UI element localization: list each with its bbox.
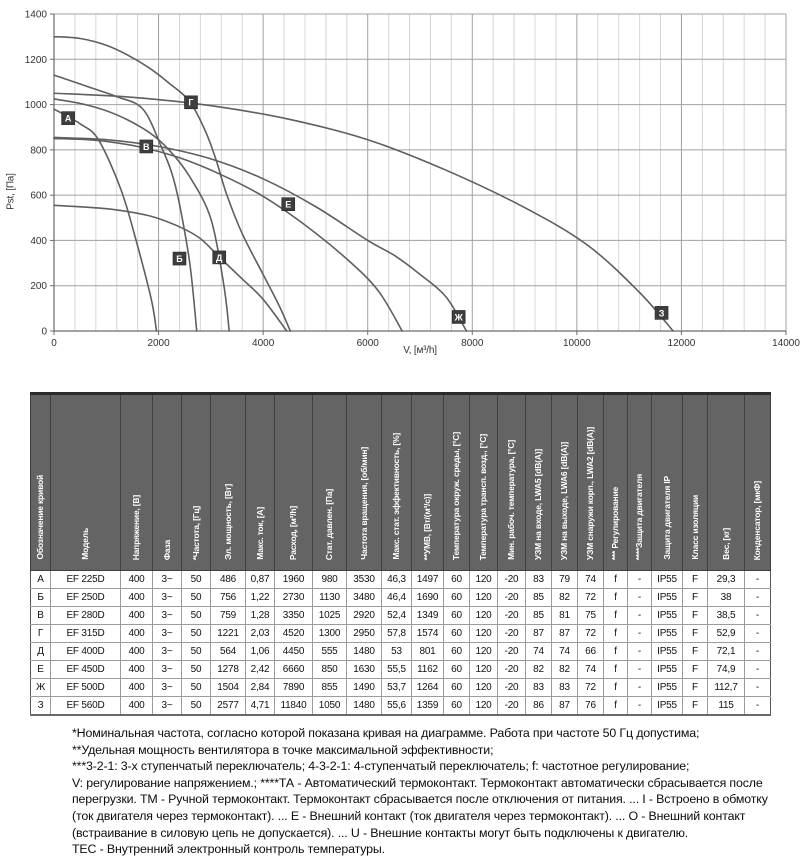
table-cell: 57,8 bbox=[382, 625, 412, 643]
table-cell: EF 225D bbox=[51, 571, 121, 589]
table-cell: 3~ bbox=[153, 697, 182, 716]
table-cell: 120 bbox=[470, 625, 498, 643]
table-cell: 74 bbox=[578, 571, 604, 589]
table-cell: 72 bbox=[578, 679, 604, 697]
col-header-label: Стат. давлен. [Па] bbox=[324, 488, 334, 560]
table-cell: З bbox=[31, 697, 51, 716]
table-cell: 1,28 bbox=[246, 607, 275, 625]
table-cell: 4450 bbox=[275, 643, 313, 661]
table-cell: Б bbox=[31, 589, 51, 607]
table-cell: f bbox=[604, 607, 628, 625]
table-cell: 11840 bbox=[275, 697, 313, 716]
table-cell: 72 bbox=[578, 625, 604, 643]
table-cell: f bbox=[604, 589, 628, 607]
table-cell: 60 bbox=[444, 697, 470, 716]
table-cell: -20 bbox=[498, 643, 526, 661]
curve-Г bbox=[54, 37, 290, 331]
table-cell: f bbox=[604, 697, 628, 716]
col-header-15 bbox=[526, 394, 552, 571]
table-cell: 1162 bbox=[412, 661, 444, 679]
col-header-20 bbox=[652, 394, 683, 571]
table-cell: 120 bbox=[470, 607, 498, 625]
table-cell: - bbox=[628, 679, 652, 697]
curve-Д bbox=[54, 205, 287, 331]
col-header-label: Частота вращения, [об/мин] bbox=[358, 447, 369, 560]
table-cell: 85 bbox=[526, 607, 552, 625]
table-cell: - bbox=[745, 607, 771, 625]
x-tick-label: 8000 bbox=[461, 338, 484, 349]
col-header-label: УЗМ снаружи корп., LWA2 [dB(A)] bbox=[585, 426, 595, 560]
table-cell: -20 bbox=[498, 697, 526, 716]
table-cell: - bbox=[628, 643, 652, 661]
table-cell: 1960 bbox=[275, 571, 313, 589]
table-cell: 46,3 bbox=[382, 571, 412, 589]
table-cell: 3~ bbox=[153, 589, 182, 607]
table-cell: - bbox=[628, 589, 652, 607]
col-header-label: Вес, [кг] bbox=[720, 528, 731, 560]
table-row-В bbox=[31, 607, 771, 625]
spec-table-header bbox=[31, 394, 771, 571]
table-cell: EF 315D bbox=[51, 625, 121, 643]
y-tick-label: 800 bbox=[30, 145, 47, 157]
col-header-label: УЗМ на входе, LWA5 [dB(A)] bbox=[533, 448, 543, 560]
table-cell: 3~ bbox=[153, 643, 182, 661]
table-cell: IP55 bbox=[652, 607, 683, 625]
col-header-19 bbox=[628, 394, 652, 571]
col-header-label: Эл. мощность, [Вт] bbox=[222, 484, 233, 560]
x-axis-title: V, [м³/h] bbox=[403, 345, 437, 356]
table-cell: Ж bbox=[31, 679, 51, 697]
col-header-label: Фаза bbox=[161, 539, 172, 560]
table-cell: 50 bbox=[182, 607, 211, 625]
col-header-label: Модель bbox=[80, 528, 90, 560]
table-cell: 112,7 bbox=[708, 679, 745, 697]
table-cell: 400 bbox=[121, 625, 153, 643]
table-cell: 486 bbox=[211, 571, 246, 589]
table-cell: 3480 bbox=[347, 589, 382, 607]
table-cell: -20 bbox=[498, 607, 526, 625]
table-cell: 72 bbox=[578, 589, 604, 607]
table-cell: 1690 bbox=[412, 589, 444, 607]
col-header-0 bbox=[31, 394, 51, 571]
table-cell: IP55 bbox=[652, 679, 683, 697]
col-header-label: Конденсатор, [мкФ] bbox=[752, 480, 762, 560]
table-cell: f bbox=[604, 643, 628, 661]
table-cell: IP55 bbox=[652, 697, 683, 716]
table-cell: Е bbox=[31, 661, 51, 679]
table-cell: 756 bbox=[211, 589, 246, 607]
table-cell: 50 bbox=[182, 625, 211, 643]
y-axis-title: Pst, [Па] bbox=[5, 173, 17, 210]
table-cell: EF 500D bbox=[51, 679, 121, 697]
x-tick-label: 4000 bbox=[252, 338, 275, 349]
table-cell: -20 bbox=[498, 589, 526, 607]
table-cell: 1574 bbox=[412, 625, 444, 643]
table-cell: 79 bbox=[552, 571, 578, 589]
table-cell: 1025 bbox=[313, 607, 347, 625]
footnotes bbox=[72, 725, 772, 858]
table-cell: EF 400D bbox=[51, 643, 121, 661]
table-cell: 50 bbox=[182, 589, 211, 607]
table-cell: 74 bbox=[578, 661, 604, 679]
x-tick-label: 14000 bbox=[772, 338, 800, 349]
table-cell: 1278 bbox=[211, 661, 246, 679]
col-header-label: Температура окруж. среды, [°C] bbox=[451, 431, 461, 560]
fan-performance-chart bbox=[0, 0, 800, 375]
curve-label-text-Д: Д bbox=[216, 252, 223, 263]
table-cell: f bbox=[604, 679, 628, 697]
col-header-7 bbox=[275, 394, 313, 571]
table-cell: F bbox=[683, 661, 708, 679]
table-cell: 3~ bbox=[153, 625, 182, 643]
table-cell: 55,6 bbox=[382, 697, 412, 716]
col-header-2 bbox=[121, 394, 153, 571]
table-cell: 7890 bbox=[275, 679, 313, 697]
table-cell: -20 bbox=[498, 625, 526, 643]
table-cell: IP55 bbox=[652, 643, 683, 661]
table-cell: 38 bbox=[708, 589, 745, 607]
col-header-label: *Частота, [Гц] bbox=[190, 505, 201, 560]
table-cell: 81 bbox=[552, 607, 578, 625]
table-cell: 1504 bbox=[211, 679, 246, 697]
x-tick-label: 10000 bbox=[562, 338, 591, 349]
table-cell: 74,9 bbox=[708, 661, 745, 679]
table-cell: - bbox=[745, 589, 771, 607]
table-cell: 87 bbox=[552, 625, 578, 643]
col-header-13 bbox=[470, 394, 498, 571]
table-cell: 85 bbox=[526, 589, 552, 607]
table-cell: 120 bbox=[470, 679, 498, 697]
table-cell: 2920 bbox=[347, 607, 382, 625]
table-cell: 1349 bbox=[412, 607, 444, 625]
y-tick-label: 600 bbox=[30, 190, 47, 202]
table-cell: 29,3 bbox=[708, 571, 745, 589]
col-header-14 bbox=[498, 394, 526, 571]
col-header-17 bbox=[578, 394, 604, 571]
table-cell: IP55 bbox=[652, 625, 683, 643]
footnote-line-4: V: регулирование напряжением.; ****ТА - Автоматический термоконтакт. Термоконтакт автоматически сбрасывается после bbox=[72, 775, 763, 790]
table-cell: 52,4 bbox=[382, 607, 412, 625]
y-tick-label: 200 bbox=[30, 281, 47, 293]
table-cell: 1359 bbox=[412, 697, 444, 716]
curve-В bbox=[54, 99, 229, 331]
col-header-1 bbox=[51, 394, 121, 571]
table-cell: F bbox=[683, 571, 708, 589]
table-cell: - bbox=[628, 607, 652, 625]
col-header-8 bbox=[313, 394, 347, 571]
footnote-line-1: *Номинальная частота, согласно которой показана кривая на диаграмме. Работа при частоте 50 Гц допустима; bbox=[72, 726, 700, 740]
col-header-label: Макс. стат. эффективность, [%] bbox=[391, 433, 401, 560]
table-cell: 1,06 bbox=[246, 643, 275, 661]
table-cell: 1480 bbox=[347, 643, 382, 661]
table-cell: - bbox=[628, 571, 652, 589]
table-cell: F bbox=[683, 625, 708, 643]
col-header-9 bbox=[347, 394, 382, 571]
table-cell: 120 bbox=[470, 643, 498, 661]
table-cell: 1480 bbox=[347, 697, 382, 716]
table-cell: 1130 bbox=[313, 589, 347, 607]
table-cell: 2,42 bbox=[246, 661, 275, 679]
table-cell: - bbox=[745, 679, 771, 697]
table-cell: 52,9 bbox=[708, 625, 745, 643]
table-cell: 400 bbox=[121, 697, 153, 716]
table-cell: 801 bbox=[412, 643, 444, 661]
table-cell: 2,84 bbox=[246, 679, 275, 697]
table-cell: - bbox=[628, 625, 652, 643]
table-row-Е bbox=[31, 661, 771, 679]
table-cell: 60 bbox=[444, 625, 470, 643]
table-cell: 38,5 bbox=[708, 607, 745, 625]
table-cell: 1050 bbox=[313, 697, 347, 716]
curve-label-text-А: А bbox=[64, 113, 72, 124]
table-cell: 55,5 bbox=[382, 661, 412, 679]
table-cell: 759 bbox=[211, 607, 246, 625]
table-cell: 120 bbox=[470, 589, 498, 607]
curve-label-text-Г: Г bbox=[188, 97, 194, 108]
y-tick-label: 0 bbox=[41, 326, 47, 338]
col-header-label: Напряжение, [В] bbox=[131, 494, 141, 560]
table-cell: 60 bbox=[444, 643, 470, 661]
x-tick-label: 12000 bbox=[667, 338, 696, 349]
table-cell: 980 bbox=[313, 571, 347, 589]
table-row-Б bbox=[31, 589, 771, 607]
table-cell: 0,87 bbox=[246, 571, 275, 589]
table-cell: 400 bbox=[121, 589, 153, 607]
table-cell: 400 bbox=[121, 607, 153, 625]
table-cell: -20 bbox=[498, 661, 526, 679]
table-cell: 53,7 bbox=[382, 679, 412, 697]
table-cell: EF 450D bbox=[51, 661, 121, 679]
table-cell: 76 bbox=[578, 697, 604, 716]
table-cell: 83 bbox=[552, 679, 578, 697]
y-tick-label: 1000 bbox=[24, 100, 47, 112]
table-cell: 564 bbox=[211, 643, 246, 661]
table-cell: 1497 bbox=[412, 571, 444, 589]
curve-Е bbox=[54, 139, 402, 331]
col-header-3 bbox=[153, 394, 182, 571]
table-cell: 1630 bbox=[347, 661, 382, 679]
col-header-label: Расход, [м³/h] bbox=[288, 505, 298, 560]
table-cell: 60 bbox=[444, 571, 470, 589]
table-cell: 75 bbox=[578, 607, 604, 625]
table-cell: 60 bbox=[444, 679, 470, 697]
table-cell: Д bbox=[31, 643, 51, 661]
col-header-11 bbox=[412, 394, 444, 571]
curve-label-text-Ж: Ж bbox=[454, 312, 463, 323]
table-cell: 6660 bbox=[275, 661, 313, 679]
table-cell: -20 bbox=[498, 679, 526, 697]
table-cell: 1,22 bbox=[246, 589, 275, 607]
table-cell: 50 bbox=[182, 661, 211, 679]
x-tick-label: 2000 bbox=[147, 338, 170, 349]
curve-З bbox=[54, 93, 673, 331]
col-header-label: Защита двигателя IP bbox=[661, 476, 672, 560]
col-header-label: Мин. рабоч. температура, [°C] bbox=[506, 440, 516, 560]
spec-table-body bbox=[31, 571, 771, 716]
table-cell: 115 bbox=[708, 697, 745, 716]
table-cell: 400 bbox=[121, 679, 153, 697]
table-cell: 2,03 bbox=[246, 625, 275, 643]
table-cell: - bbox=[745, 625, 771, 643]
table-cell: 4520 bbox=[275, 625, 313, 643]
table-cell: 3530 bbox=[347, 571, 382, 589]
table-cell: f bbox=[604, 661, 628, 679]
table-cell: 120 bbox=[470, 661, 498, 679]
curve-label-text-В: В bbox=[143, 141, 150, 152]
footnote-line-5: перегрузки. ТМ - Ручной термоконтакт. Термоконтакт сбрасывается после отключения от питания. ... I - Встроено в обмотку bbox=[72, 792, 768, 807]
table-cell: 82 bbox=[552, 589, 578, 607]
table-cell: Г bbox=[31, 625, 51, 643]
curve-label-text-Е: Е bbox=[285, 199, 292, 210]
table-row-З bbox=[31, 697, 771, 716]
curve-label-text-Б: Б bbox=[176, 253, 183, 264]
col-header-6 bbox=[246, 394, 275, 571]
footnote-line-2: **Удельная мощность вентилятора в точке максимальной эффективности; bbox=[72, 742, 494, 757]
table-cell: 60 bbox=[444, 589, 470, 607]
table-cell: 2577 bbox=[211, 697, 246, 716]
table-cell: 400 bbox=[121, 571, 153, 589]
col-header-16 bbox=[552, 394, 578, 571]
col-header-10 bbox=[382, 394, 412, 571]
table-cell: F bbox=[683, 607, 708, 625]
table-cell: 3~ bbox=[153, 679, 182, 697]
table-row-Д bbox=[31, 643, 771, 661]
table-cell: 3~ bbox=[153, 607, 182, 625]
footnote-line-3: ***3-2-1: 3-х ступенчатый переключатель; 4-3-2-1: 4-ступенчатый переключатель; f: частотное регулирование; bbox=[72, 759, 690, 774]
table-cell: 87 bbox=[526, 625, 552, 643]
table-cell: 60 bbox=[444, 661, 470, 679]
spec-table-section bbox=[30, 392, 771, 716]
table-cell: - bbox=[628, 697, 652, 716]
table-cell: 850 bbox=[313, 661, 347, 679]
table-row-А bbox=[31, 571, 771, 589]
table-cell: - bbox=[745, 661, 771, 679]
table-cell: 400 bbox=[121, 661, 153, 679]
y-tick-label: 1400 bbox=[24, 9, 47, 21]
footnote-line-7: (встраивание в силовую цепь не допускается). ... U - Внешние контакты могут быть подключены к двигателю. bbox=[72, 825, 689, 840]
col-header-label: ****Защита двигателя bbox=[634, 473, 644, 560]
col-header-label: Макс. ток, [А] bbox=[254, 507, 265, 560]
table-cell: 83 bbox=[526, 679, 552, 697]
table-cell: F bbox=[683, 697, 708, 716]
col-header-label: **УМВ, [Вт/(м³/с)] bbox=[422, 493, 432, 560]
table-cell: 1221 bbox=[211, 625, 246, 643]
table-cell: F bbox=[683, 589, 708, 607]
table-cell: - bbox=[628, 661, 652, 679]
table-cell: 1490 bbox=[347, 679, 382, 697]
table-cell: - bbox=[745, 571, 771, 589]
table-cell: 87 bbox=[552, 697, 578, 716]
table-row-Г bbox=[31, 625, 771, 643]
col-header-label: Обозначение кривой bbox=[35, 475, 45, 560]
table-cell: 66 bbox=[578, 643, 604, 661]
table-cell: 1300 bbox=[313, 625, 347, 643]
table-cell: 53 bbox=[382, 643, 412, 661]
table-cell: 83 bbox=[526, 571, 552, 589]
x-tick-label: 0 bbox=[51, 338, 57, 349]
table-cell: 50 bbox=[182, 571, 211, 589]
curve-label-text-З: З bbox=[658, 308, 665, 319]
fan-spec-table bbox=[30, 392, 771, 716]
table-cell: 2730 bbox=[275, 589, 313, 607]
table-cell: 50 bbox=[182, 643, 211, 661]
col-header-18 bbox=[604, 394, 628, 571]
y-tick-label: 400 bbox=[30, 235, 47, 247]
col-header-21 bbox=[683, 394, 708, 571]
table-cell: 50 bbox=[182, 679, 211, 697]
table-cell: - bbox=[745, 643, 771, 661]
x-tick-label: 6000 bbox=[356, 338, 379, 349]
table-cell: 86 bbox=[526, 697, 552, 716]
table-cell: 46,4 bbox=[382, 589, 412, 607]
col-header-22 bbox=[708, 394, 745, 571]
col-header-label: *** Регулирование bbox=[610, 486, 620, 560]
table-cell: IP55 bbox=[652, 661, 683, 679]
table-cell: EF 560D bbox=[51, 697, 121, 716]
table-cell: 72,1 bbox=[708, 643, 745, 661]
footnote-line-6: (ток двигателя через термоконтакт). ... Е - Внешний контакт (ток двигателя через термоконтакт). ... О - Внешний контакт bbox=[72, 808, 746, 823]
table-cell: 120 bbox=[470, 571, 498, 589]
table-cell: IP55 bbox=[652, 589, 683, 607]
table-cell: 4,71 bbox=[246, 697, 275, 716]
chart-canvas bbox=[0, 0, 800, 375]
table-cell: EF 250D bbox=[51, 589, 121, 607]
table-cell: 50 bbox=[182, 697, 211, 716]
table-cell: 74 bbox=[552, 643, 578, 661]
table-cell: F bbox=[683, 679, 708, 697]
col-header-12 bbox=[444, 394, 470, 571]
table-cell: 555 bbox=[313, 643, 347, 661]
col-header-23 bbox=[745, 394, 771, 571]
col-header-label: Температура трансп. возд., [°C] bbox=[478, 433, 488, 560]
table-cell: f bbox=[604, 625, 628, 643]
footnote-line-8: ТЕС - Внутренний электронный контроль температуры. bbox=[72, 842, 385, 857]
col-header-4 bbox=[182, 394, 211, 571]
table-cell: 2950 bbox=[347, 625, 382, 643]
table-cell: - bbox=[745, 697, 771, 716]
col-header-5 bbox=[211, 394, 246, 571]
table-cell: 400 bbox=[121, 643, 153, 661]
table-cell: 1264 bbox=[412, 679, 444, 697]
col-header-label: Класс изоляции bbox=[689, 495, 700, 560]
table-cell: 82 bbox=[526, 661, 552, 679]
table-cell: 855 bbox=[313, 679, 347, 697]
table-cell: F bbox=[683, 643, 708, 661]
table-cell: 60 bbox=[444, 607, 470, 625]
table-cell: А bbox=[31, 571, 51, 589]
table-cell: EF 280D bbox=[51, 607, 121, 625]
table-cell: 3350 bbox=[275, 607, 313, 625]
table-cell: f bbox=[604, 571, 628, 589]
table-cell: 120 bbox=[470, 697, 498, 716]
y-tick-label: 1200 bbox=[24, 54, 47, 66]
table-cell: -20 bbox=[498, 571, 526, 589]
col-header-label: УЗМ на выходе, LWA6 [dB(A)] bbox=[559, 441, 569, 560]
curve-Ж bbox=[54, 137, 467, 331]
table-cell: 3~ bbox=[153, 571, 182, 589]
table-cell: В bbox=[31, 607, 51, 625]
table-cell: 82 bbox=[552, 661, 578, 679]
table-row-Ж bbox=[31, 679, 771, 697]
table-cell: IP55 bbox=[652, 571, 683, 589]
table-cell: 3~ bbox=[153, 661, 182, 679]
table-cell: 74 bbox=[526, 643, 552, 661]
